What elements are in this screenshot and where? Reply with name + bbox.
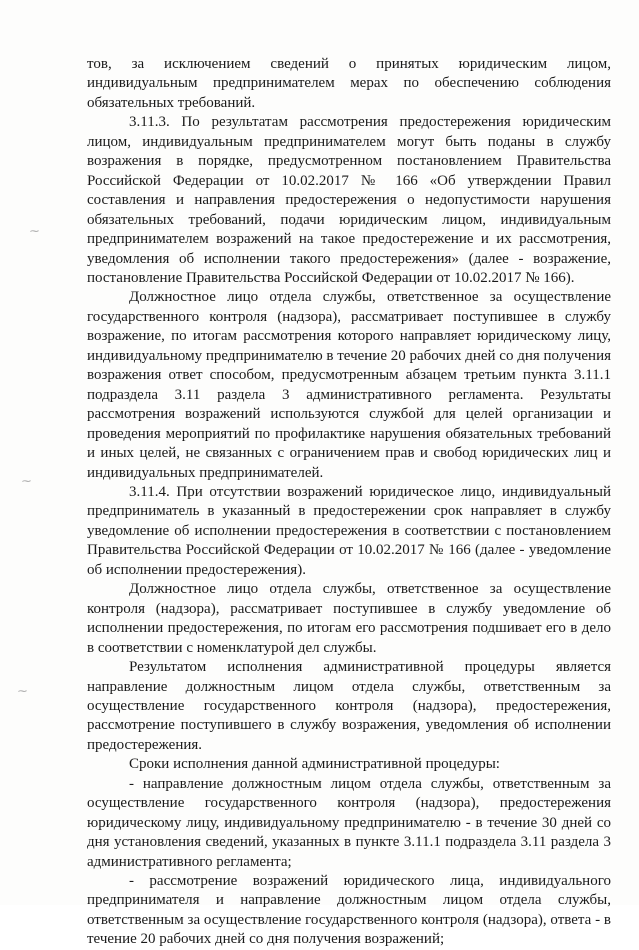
- paragraph-3-11-3: 3.11.3. По результатам рассмотрения предостережения юридическим лицом, индивидуальным предпринимателем могут быть поданы в службу возражения в порядке, предусмотренном постановлением Правительства Российской Федерации от 10.02.2017 № 166 «Об утверждении Правил составления и направления предостережения о недопустимости нарушения обязательных требований, подачи юридическим лицом, индивидуальным предпринимателем возражений на такое предостережение и их рассмотрения, уведомления об исполнении такого предостережения» (далее - возражение, постановление Правительства Российской Федерации от 10.02.2017 № 166).: [87, 114, 611, 286]
- paragraph-notification-review: Должностное лицо отдела службы, ответственное за осуществление контроля (надзора), рассматривает поступившее в службу уведомление об исполнении предостережения, по итогам его рассмотрения подшивает его в дело в соответствии с номенклатурой дел службы.: [87, 581, 611, 656]
- scan-mark: ⁓: [18, 687, 27, 697]
- paragraph-procedure-result: Результатом исполнения административной процедуры является направление должностным лицом отдела службы, ответственным за осуществление государственного контроля (надзора), предостережения, рассмотрение поступившего в службу возражения, уведомления об исполнении предостережения.: [87, 659, 611, 753]
- paragraph-deadlines-heading: Сроки исполнения данной административной процедуры:: [129, 756, 500, 773]
- scan-mark: ⁓: [22, 477, 31, 487]
- list-item-deadline-objection: - рассмотрение возражений юридического лица, индивидуального предпринимателя и направление должностным лицом отдела службы, ответственным за осуществление государственного контроля (надзора), ответа - в течение 20 рабочих дней со дня получения возражений;: [87, 873, 611, 948]
- paragraph-objection-review: Должностное лицо отдела службы, ответственное за осуществление государственного контроля (надзора), рассматривает поступившее в службу возражение, по итогам рассмотрения которого направляет юридическому лицу, индивидуальному предпринимателю в течение 20 рабочих дней со дня получения возражения ответ способом, предусмотренным абзацем третьим пункта 3.11.1 подраздела 3.11 раздела 3 административного регламента. Результаты рассмотрения возражений используются службой для целей организации и проведения мероприятий по профилактике нарушения обязательных требований и иных целей, не связанных с ограничением прав и свобод юридических лиц и индивидуальных предпринимателей.: [87, 289, 611, 481]
- paragraph-3-11-4: 3.11.4. При отсутствии возражений юридическое лицо, индивидуальный предприниматель в указанный в предостережении срок направляет в службу уведомление об исполнении предостережения в соответствии с постановлением Правительства Российской Федерации от 10.02.2017 № 166 (далее - уведомление об исполнении предостережения).: [87, 483, 611, 578]
- list-item-deadline-warning: - направление должностным лицом отдела службы, ответственным за осуществление государственного контроля (надзора), предостережения юридическому лицу, индивидуальному предпринимателю - в течение 30 дней со дня установления сведений, указанных в пункте 3.11.1 подраздела 3.11 раздела 3 административного регламента;: [87, 775, 611, 870]
- document-body: [87, 55, 611, 950]
- scan-mark: ⁓: [30, 227, 39, 237]
- paragraph-continuation: тов, за исключением сведений о принятых юридическим лицом, индивидуальным предпринимателем мерах по обеспечению соблюдения обязательных требований.: [87, 56, 611, 111]
